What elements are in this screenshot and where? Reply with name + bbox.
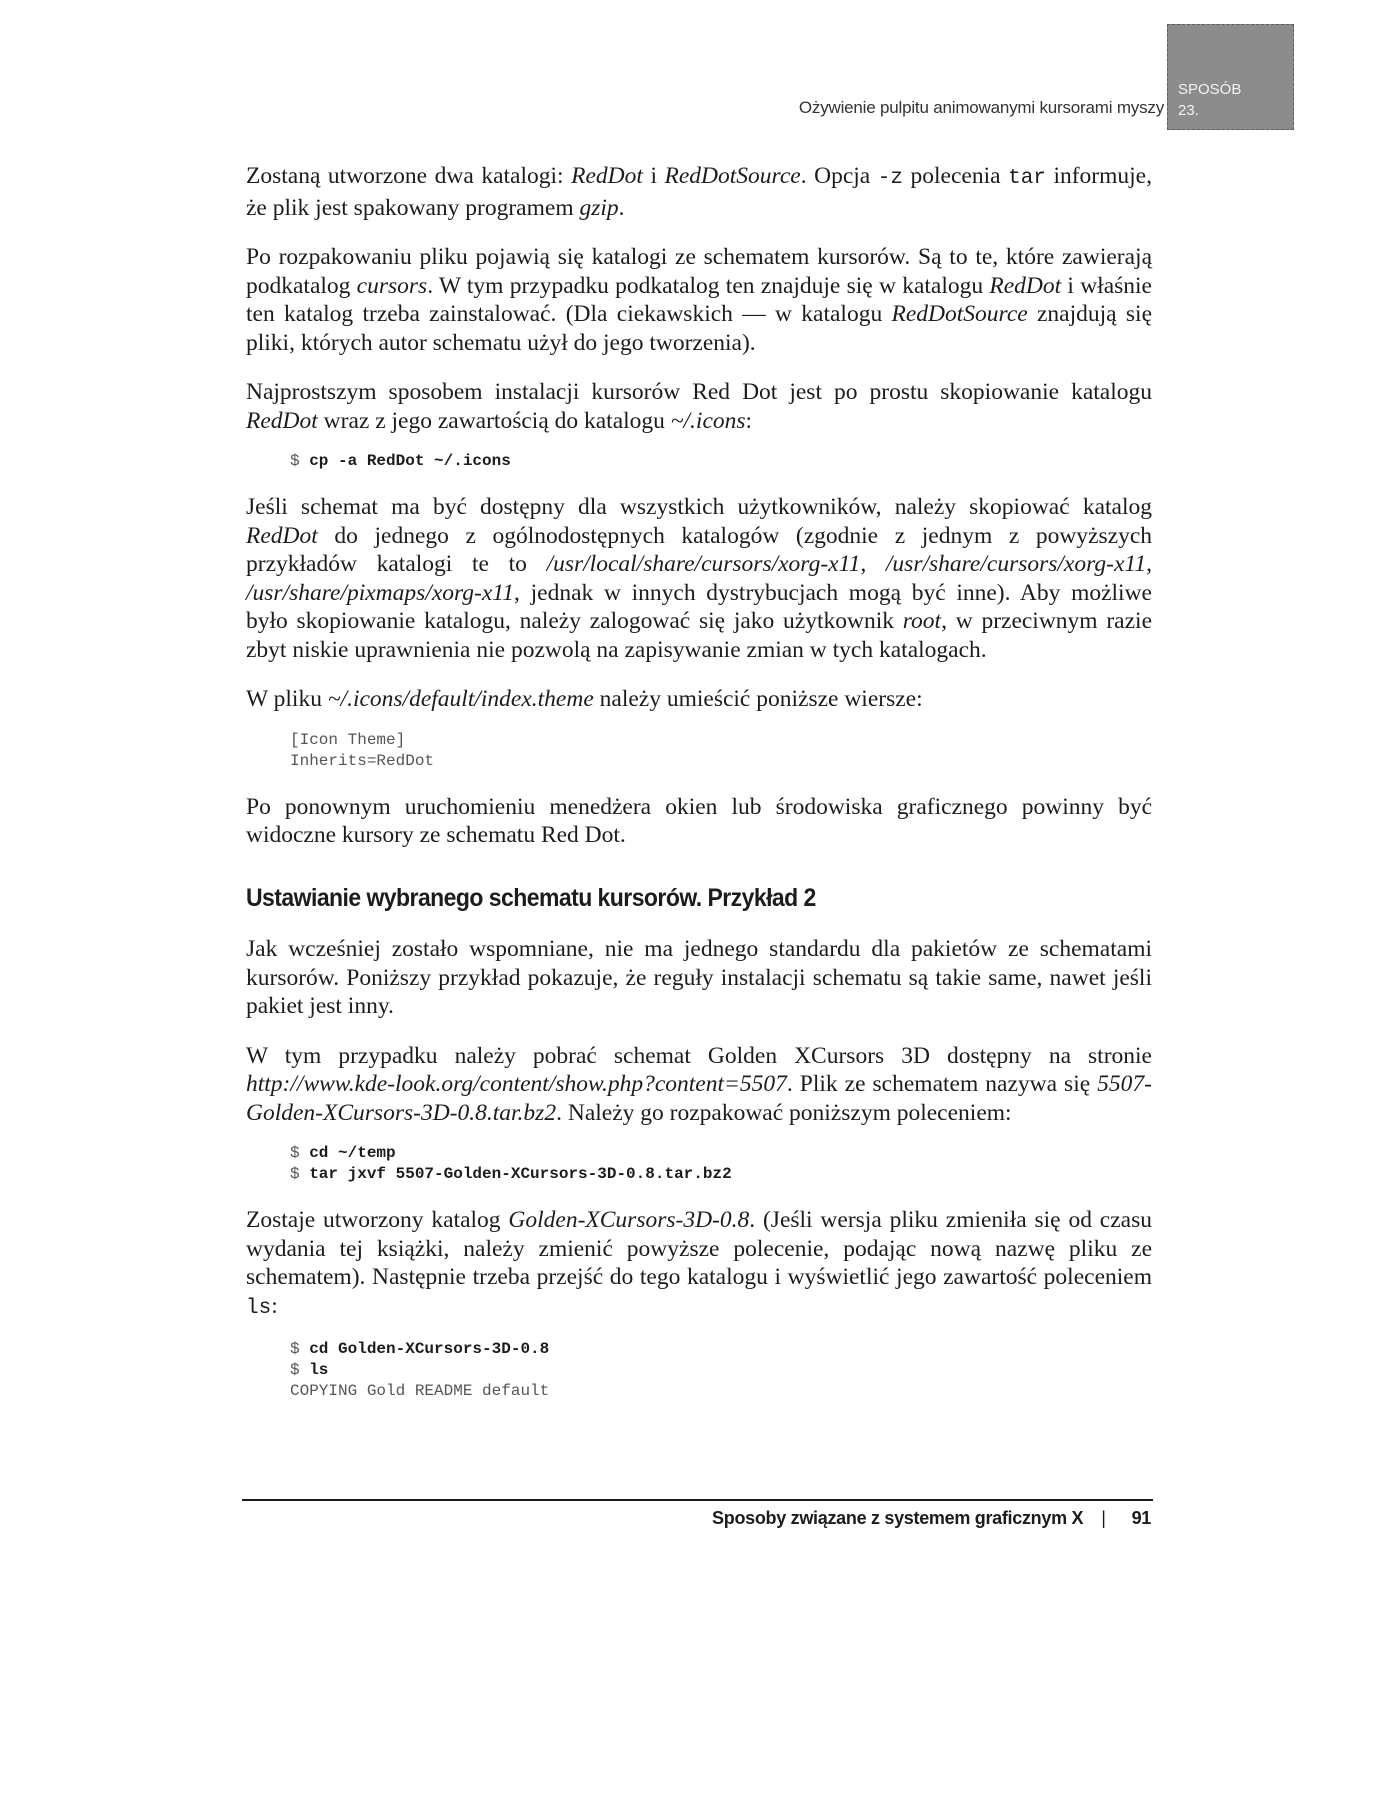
code-block-1 bbox=[246, 451, 1152, 472]
shell-prompt: $ bbox=[290, 1340, 310, 1358]
code-block-4 bbox=[246, 1339, 1152, 1402]
program-name: gzip bbox=[579, 194, 619, 221]
command: cp -a RedDot ~/.icons bbox=[309, 452, 511, 470]
path: /usr/local/share/cursors/xorg-x11 bbox=[546, 551, 861, 577]
text: . W tym przypadku podkatalog ten znajduje się w katalogu bbox=[427, 272, 990, 299]
paragraph-1 bbox=[246, 162, 1152, 222]
text: . Należy go rozpakować poniższym poleceniem: bbox=[556, 1099, 1012, 1126]
dir-name: RedDot bbox=[571, 163, 643, 189]
url: http://www.kde-look.org/content/show.php?content=5507 bbox=[246, 1071, 787, 1097]
text: W tym przypadku należy pobrać schemat Golden XCursors 3D dostępny na stronie bbox=[246, 1042, 1152, 1069]
paragraph-4 bbox=[246, 493, 1152, 664]
path: ~/.icons bbox=[670, 407, 746, 434]
tab-label: SPOSÓB bbox=[1178, 81, 1242, 98]
section-heading: Ustawianie wybranego schematu kursorów. Przykład 2 bbox=[246, 883, 816, 912]
footer-separator: | bbox=[1101, 1508, 1106, 1528]
inline-code: -z bbox=[877, 167, 903, 190]
tab-number: 23. bbox=[1178, 102, 1199, 119]
page-body bbox=[246, 162, 1152, 1423]
text: W pliku bbox=[246, 686, 328, 712]
text: i bbox=[642, 163, 665, 189]
dir-name: Golden-XCursors-3D-0.8 bbox=[508, 1207, 750, 1233]
shell-prompt: $ bbox=[290, 1361, 310, 1379]
file-name: 5507-Golden-XCursors-3D-0.8.tar.bz2 bbox=[246, 1071, 1152, 1126]
dir-name: RedDotSource bbox=[664, 163, 801, 189]
inline-code: tar bbox=[1008, 167, 1046, 190]
dir-name: RedDot bbox=[246, 522, 318, 549]
text: wraz z jego zawartością do katalogu bbox=[317, 407, 671, 434]
command: ls bbox=[309, 1361, 329, 1379]
text: Zostaną utworzone dwa katalogi: bbox=[246, 163, 572, 189]
paragraph-3 bbox=[246, 378, 1152, 435]
text: Jeśli schemat ma być dostępny dla wszystkich użytkowników, należy skopiować katalog bbox=[246, 494, 1152, 520]
command-output: COPYING Gold README default bbox=[290, 1382, 550, 1400]
dir-name: RedDotSource bbox=[891, 301, 1028, 327]
command: cd Golden-XCursors-3D-0.8 bbox=[309, 1340, 550, 1358]
path: /usr/share/cursors/xorg-x11 bbox=[885, 551, 1147, 577]
paragraph-2 bbox=[246, 243, 1152, 357]
user-name: root bbox=[902, 608, 942, 634]
text: . Opcja bbox=[800, 163, 878, 189]
text: , bbox=[860, 551, 886, 577]
text: : bbox=[271, 1292, 278, 1319]
text: , w przeciwnym razie zbyt niskie uprawnienia nie pozwolą na zapisywanie zmian w tych katalogach. bbox=[246, 608, 1152, 663]
text: informuje, że plik jest spakowany programem bbox=[246, 163, 1152, 221]
command: tar jxvf 5507-Golden-XCursors-3D-0.8.tar.bz2 bbox=[309, 1165, 732, 1183]
text: Najprostszym sposobem instalacji kursorów Red Dot jest po prostu skopiowanie katalogu bbox=[246, 379, 1152, 405]
text: należy umieścić poniższe wiersze: bbox=[593, 686, 923, 712]
text: Zostaje utworzony katalog bbox=[246, 1207, 509, 1233]
text: Po rozpakowaniu pliku pojawią się katalogi ze schematem kursorów. Są to te, które zawierają podkatalog bbox=[246, 244, 1152, 299]
code-block-3 bbox=[246, 1143, 1152, 1185]
paragraph-5 bbox=[246, 685, 1152, 714]
text: , bbox=[1146, 551, 1153, 577]
path: /usr/share/pixmaps/xorg-x11 bbox=[246, 579, 515, 606]
code-line: [Icon Theme] bbox=[290, 730, 406, 749]
code-block-2 bbox=[246, 730, 1152, 772]
text: . Plik ze schematem nazywa się bbox=[786, 1071, 1098, 1097]
paragraph-9 bbox=[246, 1206, 1152, 1323]
text: , jednak w innych dystrybucjach mogą być inne). Aby możliwe było skopiowanie katalogu, należy zalogować się jako użytkownik bbox=[246, 579, 1152, 634]
paragraph-6: Po ponownym uruchomieniu menedżera okien lub środowiska graficznego powinny być widoczne kursory ze schematu Red Dot. bbox=[246, 793, 1152, 848]
code-line: Inherits=RedDot bbox=[290, 751, 435, 770]
page-footer bbox=[712, 1508, 1151, 1529]
text: . (Jeśli wersja pliku zmieniła się od czasu wydania tej książki, należy zmienić powyższe polecenie, podając nową nazwę pliku ze schematem). Następnie trzeba przejść do tego katalogu i wyświetlić jego zawartość poleceniem bbox=[246, 1207, 1152, 1290]
footer-chapter-title: Sposoby związane z systemem graficznym X bbox=[712, 1508, 1084, 1528]
dir-name: RedDot bbox=[989, 272, 1062, 299]
page-number: 91 bbox=[1131, 1508, 1151, 1528]
dir-name: cursors bbox=[356, 272, 428, 299]
command: cd ~/temp bbox=[309, 1144, 396, 1162]
text: i właśnie ten katalog trzeba zainstalować. (Dla ciekawskich — w katalogu bbox=[246, 272, 1152, 327]
shell-prompt: $ bbox=[290, 1144, 310, 1162]
shell-prompt: $ bbox=[290, 452, 310, 470]
running-header: Ożywienie pulpitu animowanymi kursorami myszy bbox=[798, 98, 1164, 117]
shell-prompt: $ bbox=[290, 1165, 310, 1183]
path: ~/.icons/default/index.theme bbox=[327, 686, 594, 712]
footer-rule bbox=[242, 1499, 1153, 1501]
text: : bbox=[745, 407, 753, 434]
dir-name: RedDot bbox=[246, 407, 318, 434]
text: znajdują się pliki, których autor schematu użył do jego tworzenia). bbox=[246, 301, 1152, 356]
text: . bbox=[618, 194, 625, 221]
paragraph-8 bbox=[246, 1042, 1152, 1128]
text: do jednego z ogólnodostępnych katalogów (zgodnie z jednym z powyższych przykładów katalogi te to bbox=[246, 522, 1152, 577]
chapter-tab bbox=[1167, 24, 1294, 130]
paragraph-7: Jak wcześniej zostało wspomniane, nie ma jednego standardu dla pakietów ze schematami kursorów. Poniższy przykład pokazuje, że reguły instalacji schematu są takie same, nawet jeśli pakiet jest inny. bbox=[246, 936, 1152, 1019]
text: polecenia bbox=[902, 163, 1009, 189]
inline-code: ls bbox=[246, 1296, 272, 1320]
